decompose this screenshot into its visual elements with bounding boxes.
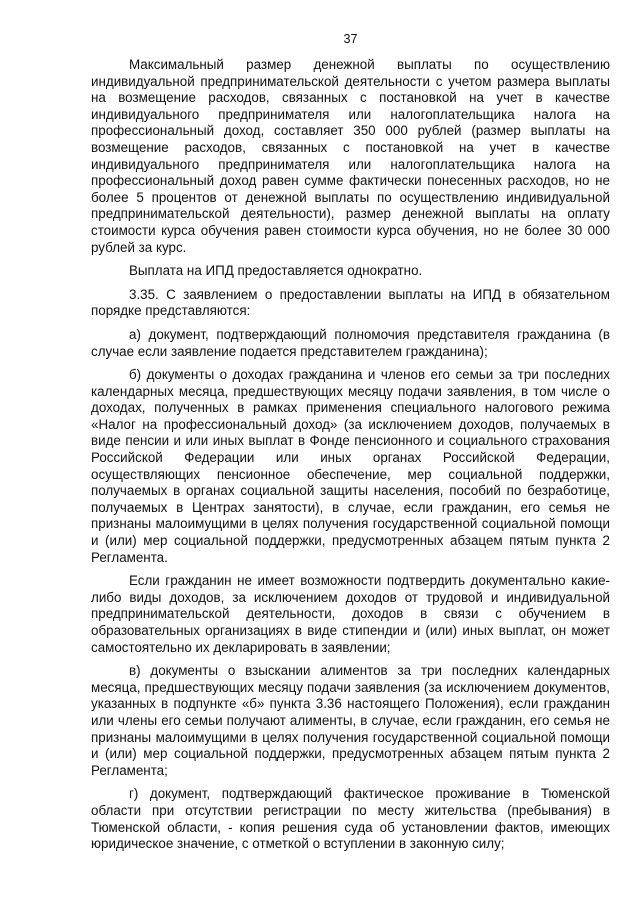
paragraph-income-declaration: Если гражданин не имеет возможности подтвердить документально какие-либо виды доходов, за исключением доходов от трудовой и индивидуальной предпринимательской деятельности, доходов в связи с обучением в образовательных организациях в виде стипендии и (или) иных выплат, он может самостоятельно их декларировать в заявлении; <box>91 573 610 655</box>
paragraph-item-v: в) документы о взыскании алиментов за три последних календарных месяца, предшествующих месяцу подачи заявления (за исключением документов, указанных в подпункте «б» пункта 3.36 настоящего Положения), если гражданин или члены его семьи получают алименты, в случае, если гражданин, его семья не признаны малоимущими в целях получения государственной социальной помощи и (или) мер социальной поддержки, предусмотренных абзацем пятым пункта 2 Регламента; <box>91 663 610 778</box>
page-number: 37 <box>343 32 358 46</box>
paragraph-item-g: г) документ, подтверждающий фактическое проживание в Тюменской области при отсутствии регистрации по месту жительства (пребывания) в Тюменской области, - копия решения суда об установлении фактов, имеющих юридическое значение, с отметкой о вступлении в законную силу; <box>91 786 610 852</box>
paragraph-item-a: а) документ, подтверждающий полномочия представителя гражданина (в случае если заявление подается представителем гражданина); <box>91 326 610 359</box>
paragraph-item-b: б) документы о доходах гражданина и членов его семьи за три последних календарных месяца, предшествующих месяцу подачи заявления, в том числе о доходах, полученных в рамках применения специального налогового режима «Налог на профессиональный доход» (за исключением доходов, получаемых в виде пенсии и или иных выплат в Фонде пенсионного и социального страхования Российской Федерации или иных органах Российской Федерации, осуществляющих пенсионное обеспечение, мер социальной поддержки, получаемых в органах социальной защиты населения, пособий по безработице, получаемых в Центрах занятости), в случае, если гражданин, его семья не признаны малоимущими в целях получения государственной социальной помощи и (или) мер социальной поддержки, предусмотренных абзацем пятым пункта 2 Регламента. <box>91 367 610 565</box>
paragraph-one-time-payment: Выплата на ИПД предоставляется однократно. <box>129 263 423 279</box>
paragraph-max-payment-amount: Максимальный размер денежной выплаты по осуществлению индивидуальной предпринимательской деятельности с учетом размера выплаты на возмещение расходов, связанных с постановкой на учет в качестве индивидуального предпринимателя или налогоплательщика налога на профессиональный доход, составляет 350 000 рублей (размер выплаты на возмещение расходов, связанных с постановкой на учет в качестве индивидуального предпринимателя или налогоплательщика налога на профессиональный доход равен сумме фактически понесенных расходов, но не более 5 процентов от денежной выплаты по осуществлению индивидуальной предпринимательской деятельности), размер денежной выплаты на оплату стоимости курса обучения равен стоимости курса обучения, но не более 30 000 рублей за курс. <box>91 57 610 255</box>
paragraph-clause-3-35: 3.35. С заявлением о предоставлении выплаты на ИПД в обязательном порядке представляются: <box>91 286 610 319</box>
